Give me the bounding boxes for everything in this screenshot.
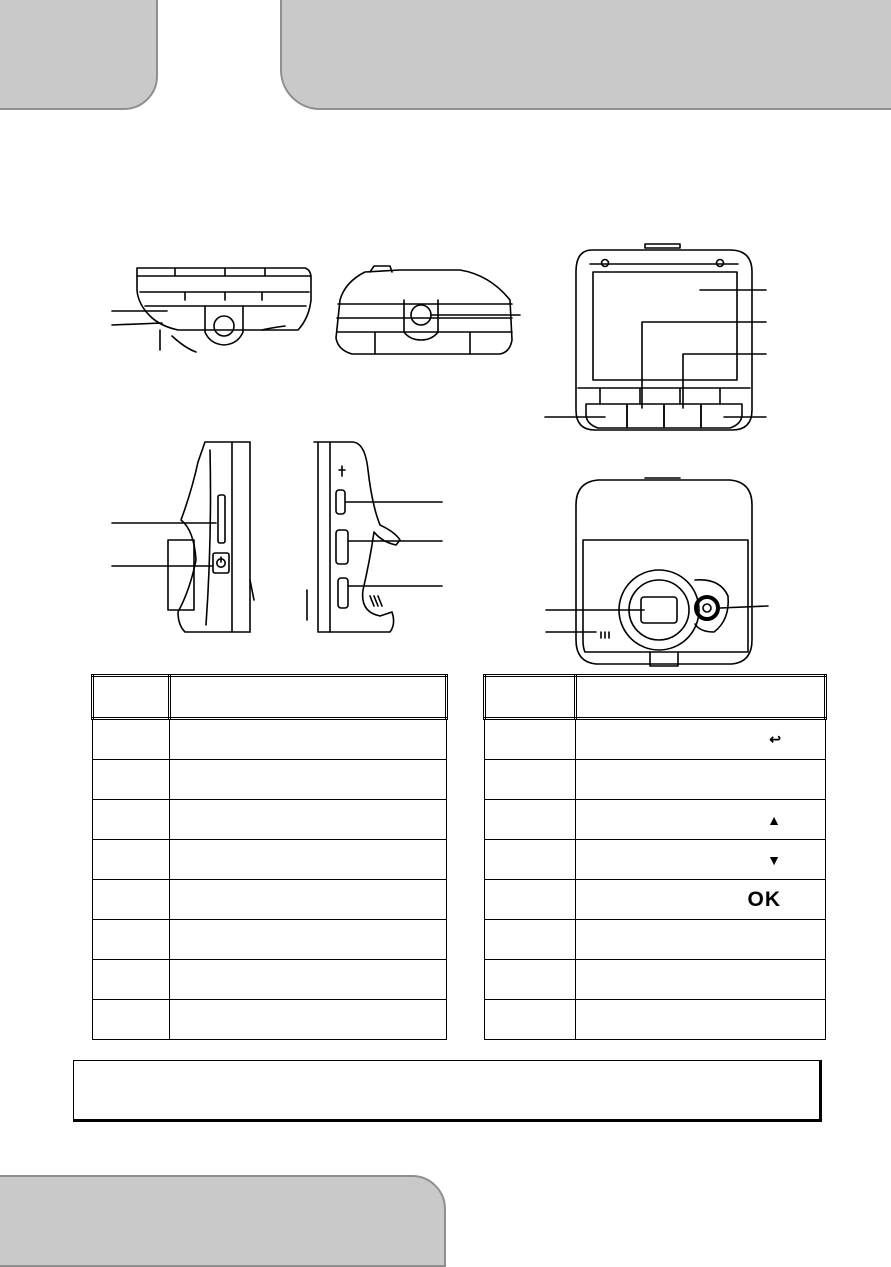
table-header-row — [485, 676, 826, 719]
table-row — [485, 920, 826, 960]
table-cell — [93, 800, 170, 840]
table-row — [93, 719, 447, 760]
table-row — [485, 760, 826, 800]
table-row — [485, 719, 826, 760]
table-row — [485, 1000, 826, 1040]
front-view-screen — [545, 244, 766, 430]
table-cell — [485, 760, 576, 800]
ok-label: OK — [576, 880, 826, 920]
table-cell — [93, 920, 170, 960]
table-row — [485, 800, 826, 840]
table-cell — [93, 760, 170, 800]
table-row — [93, 840, 447, 880]
table-cell — [485, 676, 576, 719]
dashcam-parts-illustration — [0, 230, 891, 670]
down-triangle-icon: ▼ — [576, 840, 826, 880]
top-view-mount — [336, 266, 520, 354]
table-cell — [485, 960, 576, 1000]
header-tab-left — [0, 0, 158, 110]
table-row — [485, 840, 826, 880]
table-cell — [93, 880, 170, 920]
table-cell — [93, 676, 170, 719]
table-cell — [576, 960, 826, 1000]
table-cell — [170, 760, 447, 800]
top-view-camera — [112, 268, 311, 352]
table-cell — [170, 719, 447, 760]
table-cell — [485, 880, 576, 920]
note-box — [73, 1060, 822, 1122]
table-cell — [170, 800, 447, 840]
table-row — [93, 920, 447, 960]
table-cell — [576, 676, 826, 719]
table-cell — [576, 920, 826, 960]
up-triangle-icon: ▲ — [576, 800, 826, 840]
table-cell — [170, 840, 447, 880]
parts-table-right — [483, 674, 827, 1040]
table-row — [93, 760, 447, 800]
side-view-right — [307, 442, 442, 632]
table-cell — [576, 760, 826, 800]
table-cell — [170, 676, 447, 719]
table-row — [485, 880, 826, 920]
table-row — [485, 960, 826, 1000]
table-cell — [93, 719, 170, 760]
table-cell — [485, 719, 576, 760]
table-cell — [485, 1000, 576, 1040]
return-arrow-icon: ↩ — [576, 719, 826, 760]
back-view-lens — [546, 478, 768, 666]
table-cell — [170, 920, 447, 960]
table-cell — [93, 840, 170, 880]
table-row — [93, 960, 447, 1000]
footer-tab-left — [0, 1175, 446, 1267]
table-cell — [170, 960, 447, 1000]
table-cell — [576, 1000, 826, 1040]
table-row — [93, 880, 447, 920]
table-cell — [170, 1000, 447, 1040]
table-row — [93, 1000, 447, 1040]
side-view-left — [112, 442, 254, 632]
table-cell — [485, 800, 576, 840]
table-cell — [485, 920, 576, 960]
parts-table-left — [91, 674, 448, 1040]
table-cell — [93, 1000, 170, 1040]
table-header-row — [93, 676, 447, 719]
table-cell — [93, 960, 170, 1000]
header-tab-right — [280, 0, 891, 110]
table-row — [93, 800, 447, 840]
table-cell — [170, 880, 447, 920]
table-cell — [485, 840, 576, 880]
